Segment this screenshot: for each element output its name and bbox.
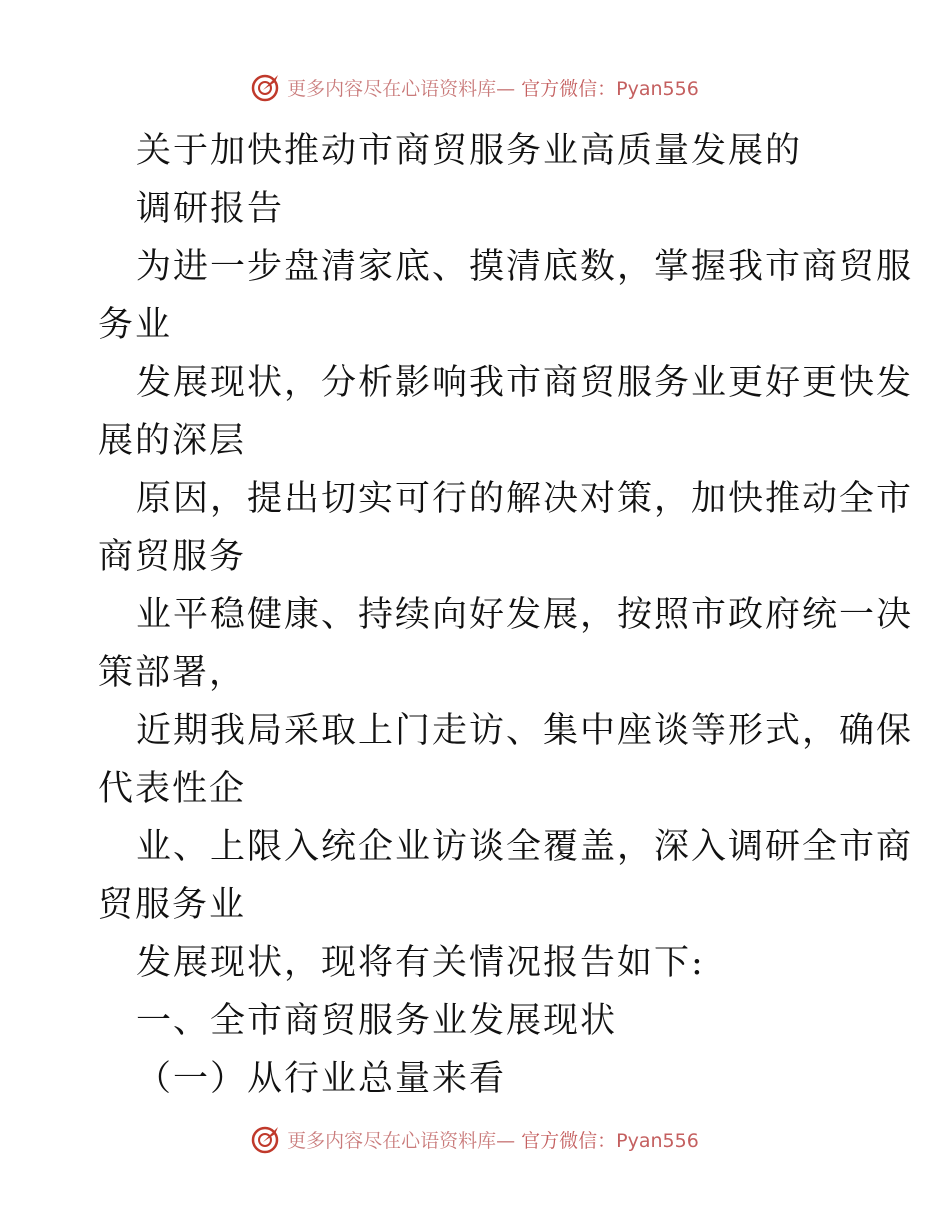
document-line: 发展现状，分析影响我市商贸服务业更好更快发 [136, 363, 914, 403]
document-body [98, 122, 914, 1108]
watermark-footer [0, 1124, 950, 1154]
document-line: 一、全市商贸服务业发展现状 [136, 1001, 618, 1041]
document-line: 调研报告 [136, 189, 285, 229]
document-line: （一）从行业总量来看 [136, 1059, 507, 1099]
document-line: 关于加快推动市商贸服务业高质量发展的 [136, 131, 803, 171]
document-line: 业平稳健康、持续向好发展，按照市政府统一决 [136, 595, 914, 635]
document-line: 发展现状，现将有关情况报告如下: [136, 943, 705, 983]
document-line: 贸服务业 [98, 885, 247, 925]
watermark-wechat: 官方微信：Pyan556 [521, 1129, 699, 1152]
watermark-wechat: 官方微信：Pyan556 [521, 77, 699, 100]
document-line: 近期我局采取上门走访、集中座谈等形式，确保 [136, 711, 914, 751]
watermark-header [0, 72, 950, 102]
document-line: 代表性企 [98, 769, 247, 809]
document-line: 策部署， [98, 653, 247, 693]
document-line: 展的深层 [98, 421, 247, 461]
watermark-text: 更多内容尽在心语资料库— [287, 77, 516, 100]
document-line: 为进一步盘清家底、摸清底数，掌握我市商贸服 [136, 247, 914, 287]
watermark-text: 更多内容尽在心语资料库— [287, 1129, 516, 1152]
document-line: 原因，提出切实可行的解决对策，加快推动全市 [136, 479, 914, 519]
document-line: 商贸服务 [98, 537, 247, 577]
document-line: 业、上限入统企业访谈全覆盖，深入调研全市商 [136, 827, 914, 867]
document-line: 务业 [98, 305, 173, 345]
quill-logo-icon [251, 1124, 281, 1154]
quill-logo-icon [251, 72, 281, 102]
